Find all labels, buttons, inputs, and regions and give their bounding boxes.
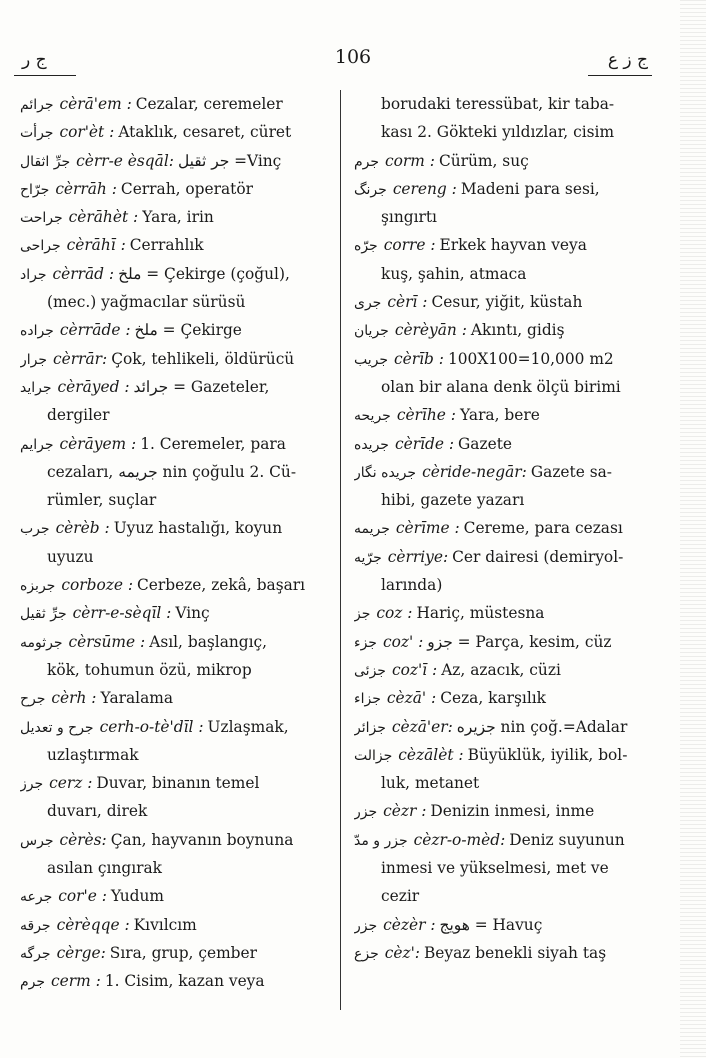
entry-transliteration: cèrriye: — [387, 547, 449, 566]
entry-continuation-line — [20, 458, 330, 486]
entry-definition: 1. Cisim, kazan veya — [104, 972, 265, 991]
dictionary-entry — [20, 118, 330, 146]
entry-definition: Duvar, binanın temel — [96, 774, 260, 793]
entry-transliteration: cerz : — [49, 774, 93, 793]
entry-definition: 100X100=10,000 m2 — [447, 349, 614, 368]
entry-headword-arabic: جرّاح — [20, 181, 50, 198]
entry-definition: Cürüm, suç — [438, 151, 529, 170]
dictionary-entry — [20, 203, 330, 231]
entry-transliteration: coz'ī : — [391, 660, 438, 679]
entry-transliteration: cèrèqqe : — [56, 915, 130, 934]
entry-headword-arabic: جرم — [354, 153, 380, 170]
dictionary-entry — [354, 599, 650, 627]
dictionary-entry — [354, 826, 650, 854]
entry-continuation-line — [20, 797, 330, 825]
entry-definition: جزو = Parça, kesim, cüz — [427, 632, 612, 651]
dictionary-entry — [20, 967, 330, 995]
entry-headword-arabic: جريده نگار — [354, 464, 417, 481]
entry-definition: Yaralama — [100, 689, 174, 708]
entry-transliteration: cèrrār: — [53, 349, 108, 368]
entry-definition: Vinç — [175, 604, 210, 623]
entry-headword-arabic: جراد — [20, 266, 47, 283]
entry-definition: şıngırtı — [381, 208, 437, 227]
entry-definition: Erkek hayvan veya — [439, 236, 587, 255]
entry-continuation-line — [20, 741, 330, 769]
entry-definition: Uyuz hastalığı, koyun — [113, 519, 283, 538]
header-rule-right — [588, 75, 652, 76]
entry-continuation-line — [20, 288, 330, 316]
entry-definition: Hariç, müstesna — [416, 604, 545, 623]
dictionary-entry — [20, 628, 330, 656]
entry-definition: inmesi ve yükselmesi, met ve — [381, 859, 609, 878]
entry-definition: olan bir alana denk ölçü birimi — [381, 377, 621, 396]
entry-definition: Sıra, grup, çember — [109, 943, 257, 962]
entry-transliteration: cor'e : — [58, 887, 107, 906]
entry-definition: Cereme, para cezası — [463, 519, 623, 538]
entry-continuation-line — [354, 260, 650, 288]
entry-headword-arabic: جريب — [354, 351, 389, 368]
entry-definition: duvarı, direk — [47, 802, 148, 821]
entry-headword-arabic: جرنگ — [354, 181, 387, 198]
entry-transliteration: cèrīde : — [394, 434, 455, 453]
entry-headword-arabic: جزر و مدّ — [354, 832, 408, 849]
entry-headword-arabic: جزء — [354, 634, 377, 651]
dictionary-entry — [354, 514, 650, 542]
dictionary-entry — [20, 713, 330, 741]
entry-definition: uyuzu — [47, 547, 94, 566]
entry-definition: ملخ = Çekirge — [134, 321, 242, 340]
entry-transliteration: cèrrāh : — [55, 179, 117, 198]
entry-continuation-line — [354, 882, 650, 910]
entry-definition: kök, tohumun özü, mikrop — [47, 660, 252, 679]
dictionary-entry — [20, 684, 330, 712]
entry-definition: Yara, bere — [459, 406, 540, 425]
entry-headword-arabic: جزائر — [354, 719, 386, 736]
entry-headword-arabic: جرقه — [20, 917, 51, 934]
entry-definition: Ceza, karşılık — [440, 689, 546, 708]
entry-definition: hibi, gazete yazarı — [381, 491, 525, 510]
entry-definition: dergiler — [47, 406, 110, 425]
entry-headword-arabic: جراده — [20, 323, 54, 340]
entry-transliteration: cèzā' : — [386, 689, 437, 708]
entry-headword-arabic: جراحى — [20, 238, 61, 255]
entry-transliteration: cèrh : — [51, 689, 97, 708]
entry-headword-arabic: جزالت — [354, 747, 393, 764]
entry-definition: uzlaştırmak — [47, 745, 139, 764]
entry-definition: Yudum — [110, 887, 165, 906]
entry-transliteration: cereng : — [392, 179, 457, 198]
entry-headword-arabic: جرگه — [20, 945, 51, 962]
entry-continuation-line — [354, 769, 650, 797]
entry-definition: borudaki teressübat, kir taba- — [381, 95, 615, 113]
entry-transliteration: corre : — [383, 236, 436, 255]
entry-definition: Akıntı, gidiş — [470, 321, 565, 340]
entry-definition: Çok, tehlikeli, öldürücü — [111, 349, 295, 368]
entry-continuation-line — [354, 854, 650, 882]
dictionary-entry — [20, 260, 330, 288]
dictionary-entry — [20, 316, 330, 344]
entry-headword-arabic: جرائم — [20, 97, 54, 113]
entry-definition: luk, metanet — [381, 774, 480, 793]
entry-definition: larında) — [381, 576, 443, 595]
header-guide-letters-right: ج ز ع — [607, 50, 648, 70]
entry-headword-arabic: جرِّ اثقال — [20, 153, 71, 170]
dictionary-entry — [20, 345, 330, 373]
page-number: 106 — [334, 46, 372, 68]
entry-transliteration: coz' : — [382, 632, 424, 651]
entry-definition: هويج = Havuç — [439, 915, 543, 934]
entry-definition: Çan, hayvanın boynuna — [110, 830, 294, 849]
entry-headword-arabic: جريمه — [354, 521, 390, 538]
entry-definition: جزيره nin çoğ.=Adalar — [456, 717, 628, 736]
entry-transliteration: cèrge: — [56, 943, 106, 962]
dictionary-entry — [354, 543, 650, 571]
entry-headword-arabic: جرّه — [354, 238, 378, 255]
dictionary-entry — [20, 373, 330, 401]
entry-transliteration: cèrrād : — [52, 264, 115, 283]
entry-definition: Az, azacık, cüzi — [441, 660, 561, 679]
entry-transliteration: cèrī : — [387, 293, 428, 312]
header-guide-letters-left: ج ر — [22, 50, 47, 70]
entry-continuation-line — [354, 203, 650, 231]
entry-transliteration: cèzālèt : — [398, 745, 464, 764]
entry-headword-arabic: جرأت — [20, 125, 54, 142]
dictionary-entry — [20, 882, 330, 910]
entry-headword-arabic: جرم — [20, 974, 46, 991]
entry-headword-arabic: جرار — [20, 351, 48, 368]
dictionary-entry — [354, 401, 650, 429]
entry-transliteration: corm : — [385, 151, 435, 170]
entry-definition: 1. Ceremeler, para — [140, 434, 286, 453]
entry-headword-arabic: جرح — [20, 691, 46, 708]
entry-headword-arabic: جزاء — [354, 691, 381, 708]
entry-transliteration: cèrsūme : — [68, 632, 146, 651]
entry-continuation-line — [20, 486, 330, 514]
entry-transliteration: coz : — [376, 604, 413, 623]
entry-transliteration: cerm : — [51, 972, 101, 991]
entry-continuation-line — [20, 543, 330, 571]
entry-definition: Kıvılcım — [133, 915, 197, 934]
entry-headword-arabic: جرح و تعديل — [20, 719, 94, 736]
dictionary-entry — [20, 911, 330, 939]
entry-transliteration: cèrr-e èsqāl: — [76, 151, 174, 170]
entry-continuation-line — [354, 571, 650, 599]
entry-headword-arabic: جريحه — [354, 408, 391, 425]
entry-transliteration: cèzèr : — [383, 915, 436, 934]
entry-definition: Asıl, başlangıç, — [149, 632, 268, 651]
entry-continuation-line — [354, 373, 650, 401]
entry-definition: kası 2. Gökteki yıldızlar, cisim — [381, 123, 615, 142]
entry-transliteration: cèzā'er: — [391, 717, 453, 736]
entry-definition: جرائد = Gazeteler, — [133, 377, 270, 396]
dictionary-entry — [20, 769, 330, 797]
dictionary-entry — [354, 939, 650, 967]
entry-headword-arabic: جزر — [354, 917, 378, 934]
dictionary-entry — [20, 599, 330, 627]
dictionary-entry — [354, 628, 650, 656]
dictionary-entry — [354, 713, 650, 741]
dictionary-entry — [354, 345, 650, 373]
entry-definition: Gazete sa- — [530, 462, 612, 481]
entry-headword-arabic: جزع — [354, 945, 379, 962]
entry-definition: Cerbeze, zekâ, başarı — [137, 576, 306, 595]
entry-definition: Yara, irin — [142, 208, 214, 227]
entry-definition: cezaları, جريمه nin çoğulu 2. Cü- — [47, 462, 297, 481]
entry-continuation-line — [354, 118, 650, 146]
entry-definition: Uzlaşmak, — [207, 717, 289, 736]
entry-transliteration: cèrā'em : — [59, 95, 132, 113]
entry-transliteration: cèz': — [384, 943, 420, 962]
dictionary-entry — [354, 458, 650, 486]
entry-headword-arabic: جرايد — [20, 379, 52, 396]
entry-transliteration: cèzr : — [383, 802, 427, 821]
entry-definition: Cerrah, operatör — [120, 179, 253, 198]
dictionary-entry — [354, 741, 650, 769]
dictionary-entry — [20, 231, 330, 259]
entry-definition: Cer dairesi (demiryol- — [452, 547, 624, 566]
entry-definition: Cesur, yiğit, küstah — [431, 293, 583, 312]
entry-transliteration: cèrīme : — [395, 519, 460, 538]
entry-definition: cezir — [381, 887, 420, 906]
entry-definition: جر ثقيل =Vinç — [177, 151, 282, 170]
entry-transliteration: cèzr-o-mèd: — [413, 830, 506, 849]
dictionary-entry — [354, 175, 650, 203]
page-edge-shading — [680, 0, 706, 1058]
entry-continuation-line — [20, 854, 330, 882]
dictionary-entry — [20, 826, 330, 854]
entry-headword-arabic: جريان — [354, 323, 389, 340]
entry-continuation-line — [20, 401, 330, 429]
entry-headword-arabic: جرب — [20, 521, 50, 538]
entry-definition: Deniz suyunun — [509, 830, 625, 849]
entry-headword-arabic: جريده — [354, 436, 389, 453]
entry-definition: Ataklık, cesaret, cüret — [118, 123, 292, 142]
dictionary-entry — [354, 316, 650, 344]
entry-transliteration: cor'èt : — [59, 123, 115, 142]
entry-transliteration: cèrr-e-sèqīl : — [72, 604, 172, 623]
dictionary-entry — [20, 514, 330, 542]
entry-continuation-line — [20, 656, 330, 684]
entry-headword-arabic: جرعه — [20, 889, 53, 906]
entry-definition: (mec.) yağmacılar sürüsü — [47, 293, 246, 312]
entry-transliteration: cèrāhèt : — [68, 208, 139, 227]
entry-headword-arabic: جرثومه — [20, 634, 63, 651]
dictionary-entry — [354, 288, 650, 316]
entry-headword-arabic: جزر — [354, 804, 378, 821]
entry-transliteration: cèrès: — [59, 830, 107, 849]
dictionary-entry — [20, 939, 330, 967]
entry-definition: asılan çıngırak — [47, 859, 162, 878]
entry-transliteration: cèrāhī : — [66, 236, 126, 255]
entry-transliteration: cerh-o-tè'dīl : — [99, 717, 204, 736]
entry-definition: Beyaz benekli siyah taş — [424, 943, 607, 962]
entry-headword-arabic: جراحت — [20, 210, 63, 227]
entry-definition: Madeni para sesi, — [460, 179, 600, 198]
dictionary-entry — [354, 656, 650, 684]
entry-transliteration: cèrrāde : — [59, 321, 131, 340]
column-divider — [340, 90, 341, 1010]
entry-transliteration: cèrīb : — [394, 349, 444, 368]
entry-transliteration: cèrèb : — [55, 519, 110, 538]
entry-headword-arabic: جربزه — [20, 578, 56, 595]
entry-continuation-line — [354, 486, 650, 514]
dictionary-entry — [354, 430, 650, 458]
entry-headword-arabic: جرِّ ثقيل — [20, 606, 67, 623]
entry-definition: Denizin inmesi, inme — [430, 802, 595, 821]
entry-transliteration: cèrīhe : — [396, 406, 456, 425]
entry-definition: rümler, suçlar — [47, 491, 157, 510]
entry-headword-arabic: جزئى — [354, 662, 386, 679]
entry-headword-arabic: جرى — [354, 295, 382, 312]
entry-headword-arabic: جرايم — [20, 436, 54, 453]
entry-definition: Gazete — [458, 434, 512, 453]
dictionary-entry — [20, 90, 330, 118]
dictionary-entry — [354, 797, 650, 825]
entry-definition: Büyüklük, iyilik, bol- — [467, 745, 628, 764]
entry-headword-arabic: جرّيه — [354, 549, 382, 566]
dictionary-entry — [20, 430, 330, 458]
entry-headword-arabic: جرس — [20, 832, 54, 849]
dictionary-entry — [354, 684, 650, 712]
page-header — [0, 42, 706, 82]
dictionary-entry — [20, 147, 330, 175]
entry-transliteration: cèride-negār: — [422, 462, 527, 481]
dictionary-entry — [354, 231, 650, 259]
dictionary-entry — [354, 147, 650, 175]
entry-transliteration: corboze : — [61, 576, 133, 595]
entry-headword-arabic: جز — [354, 606, 371, 623]
entry-definition: Cerrahlık — [129, 236, 204, 255]
entry-transliteration: cèrèyān : — [394, 321, 467, 340]
entry-continuation-line — [354, 90, 650, 118]
right-column — [354, 90, 650, 967]
entry-headword-arabic: جرز — [20, 776, 44, 793]
entry-transliteration: cèrāyem : — [59, 434, 137, 453]
entry-transliteration: cèrāyed : — [57, 377, 130, 396]
dictionary-entry — [20, 175, 330, 203]
header-rule-left — [14, 75, 76, 76]
entry-definition: Cezalar, ceremeler — [135, 95, 283, 113]
entry-definition: kuş, şahin, atmaca — [381, 264, 527, 283]
dictionary-entry — [20, 571, 330, 599]
dictionary-entry — [354, 911, 650, 939]
left-column — [20, 90, 330, 996]
entry-definition: ملخ = Çekirge (çoğul), — [118, 264, 290, 283]
